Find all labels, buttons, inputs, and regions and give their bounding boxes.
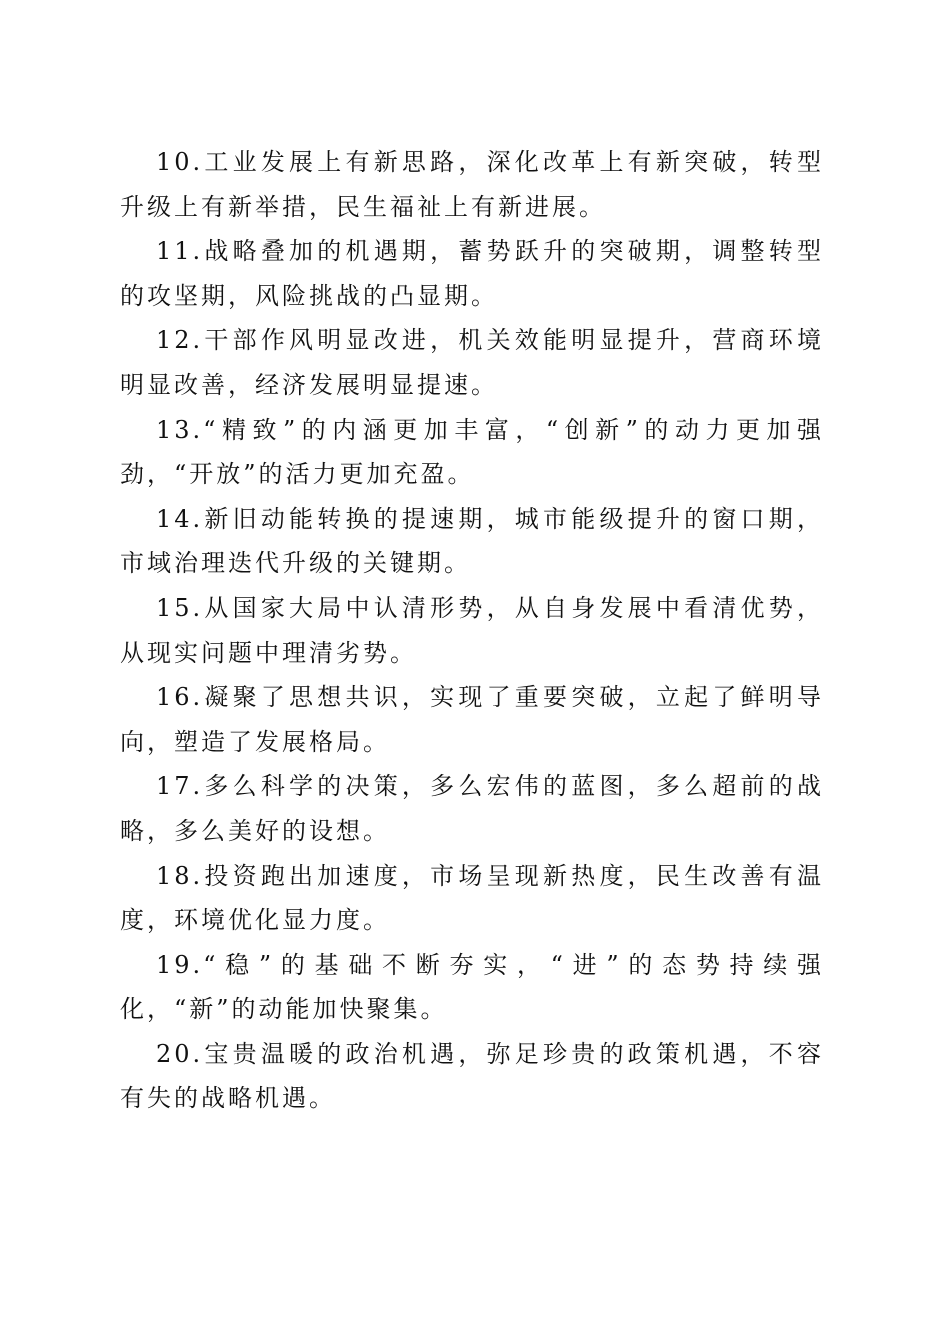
paragraph-15: 15.从国家大局中认清形势，从自身发展中看清优势，从现实问题中理清劣势。 xyxy=(120,593,824,667)
document-body xyxy=(120,140,824,1121)
paragraph-13: 13.“精致”的内涵更加丰富，“创新”的动力更加强劲，“开放”的活力更加充盈。 xyxy=(120,415,824,489)
paragraph-10: 10.工业发展上有新思路，深化改革上有新突破，转型升级上有新举措，民生福祉上有新进展。 xyxy=(120,148,824,221)
paragraph-20: 20.宝贵温暖的政治机遇，弥足珍贵的政策机遇，不容有失的战略机遇。 xyxy=(120,1039,824,1113)
paragraph-17: 17.多么科学的决策，多么宏伟的蓝图，多么超前的战略，多么美好的设想。 xyxy=(120,772,824,845)
paragraph-18: 18.投资跑出加速度，市场呈现新热度，民生改善有温度，环境优化显力度。 xyxy=(120,861,824,935)
paragraph-12: 12.干部作风明显改进，机关效能明显提升，营商环境明显改善，经济发展明显提速。 xyxy=(120,326,824,399)
paragraph-19: 19.“稳”的基础不断夯实，“进”的态势持续强化，“新”的动能加快聚集。 xyxy=(120,950,824,1024)
paragraph-16: 16.凝聚了思想共识，实现了重要突破，立起了鲜明导向，塑造了发展格局。 xyxy=(120,683,824,756)
paragraph-11: 11.战略叠加的机遇期，蓄势跃升的突破期，调整转型的攻坚期，风险挑战的凸显期。 xyxy=(120,237,824,310)
paragraph-14: 14.新旧动能转换的提速期，城市能级提升的窗口期，市域治理迭代升级的关键期。 xyxy=(120,504,824,578)
